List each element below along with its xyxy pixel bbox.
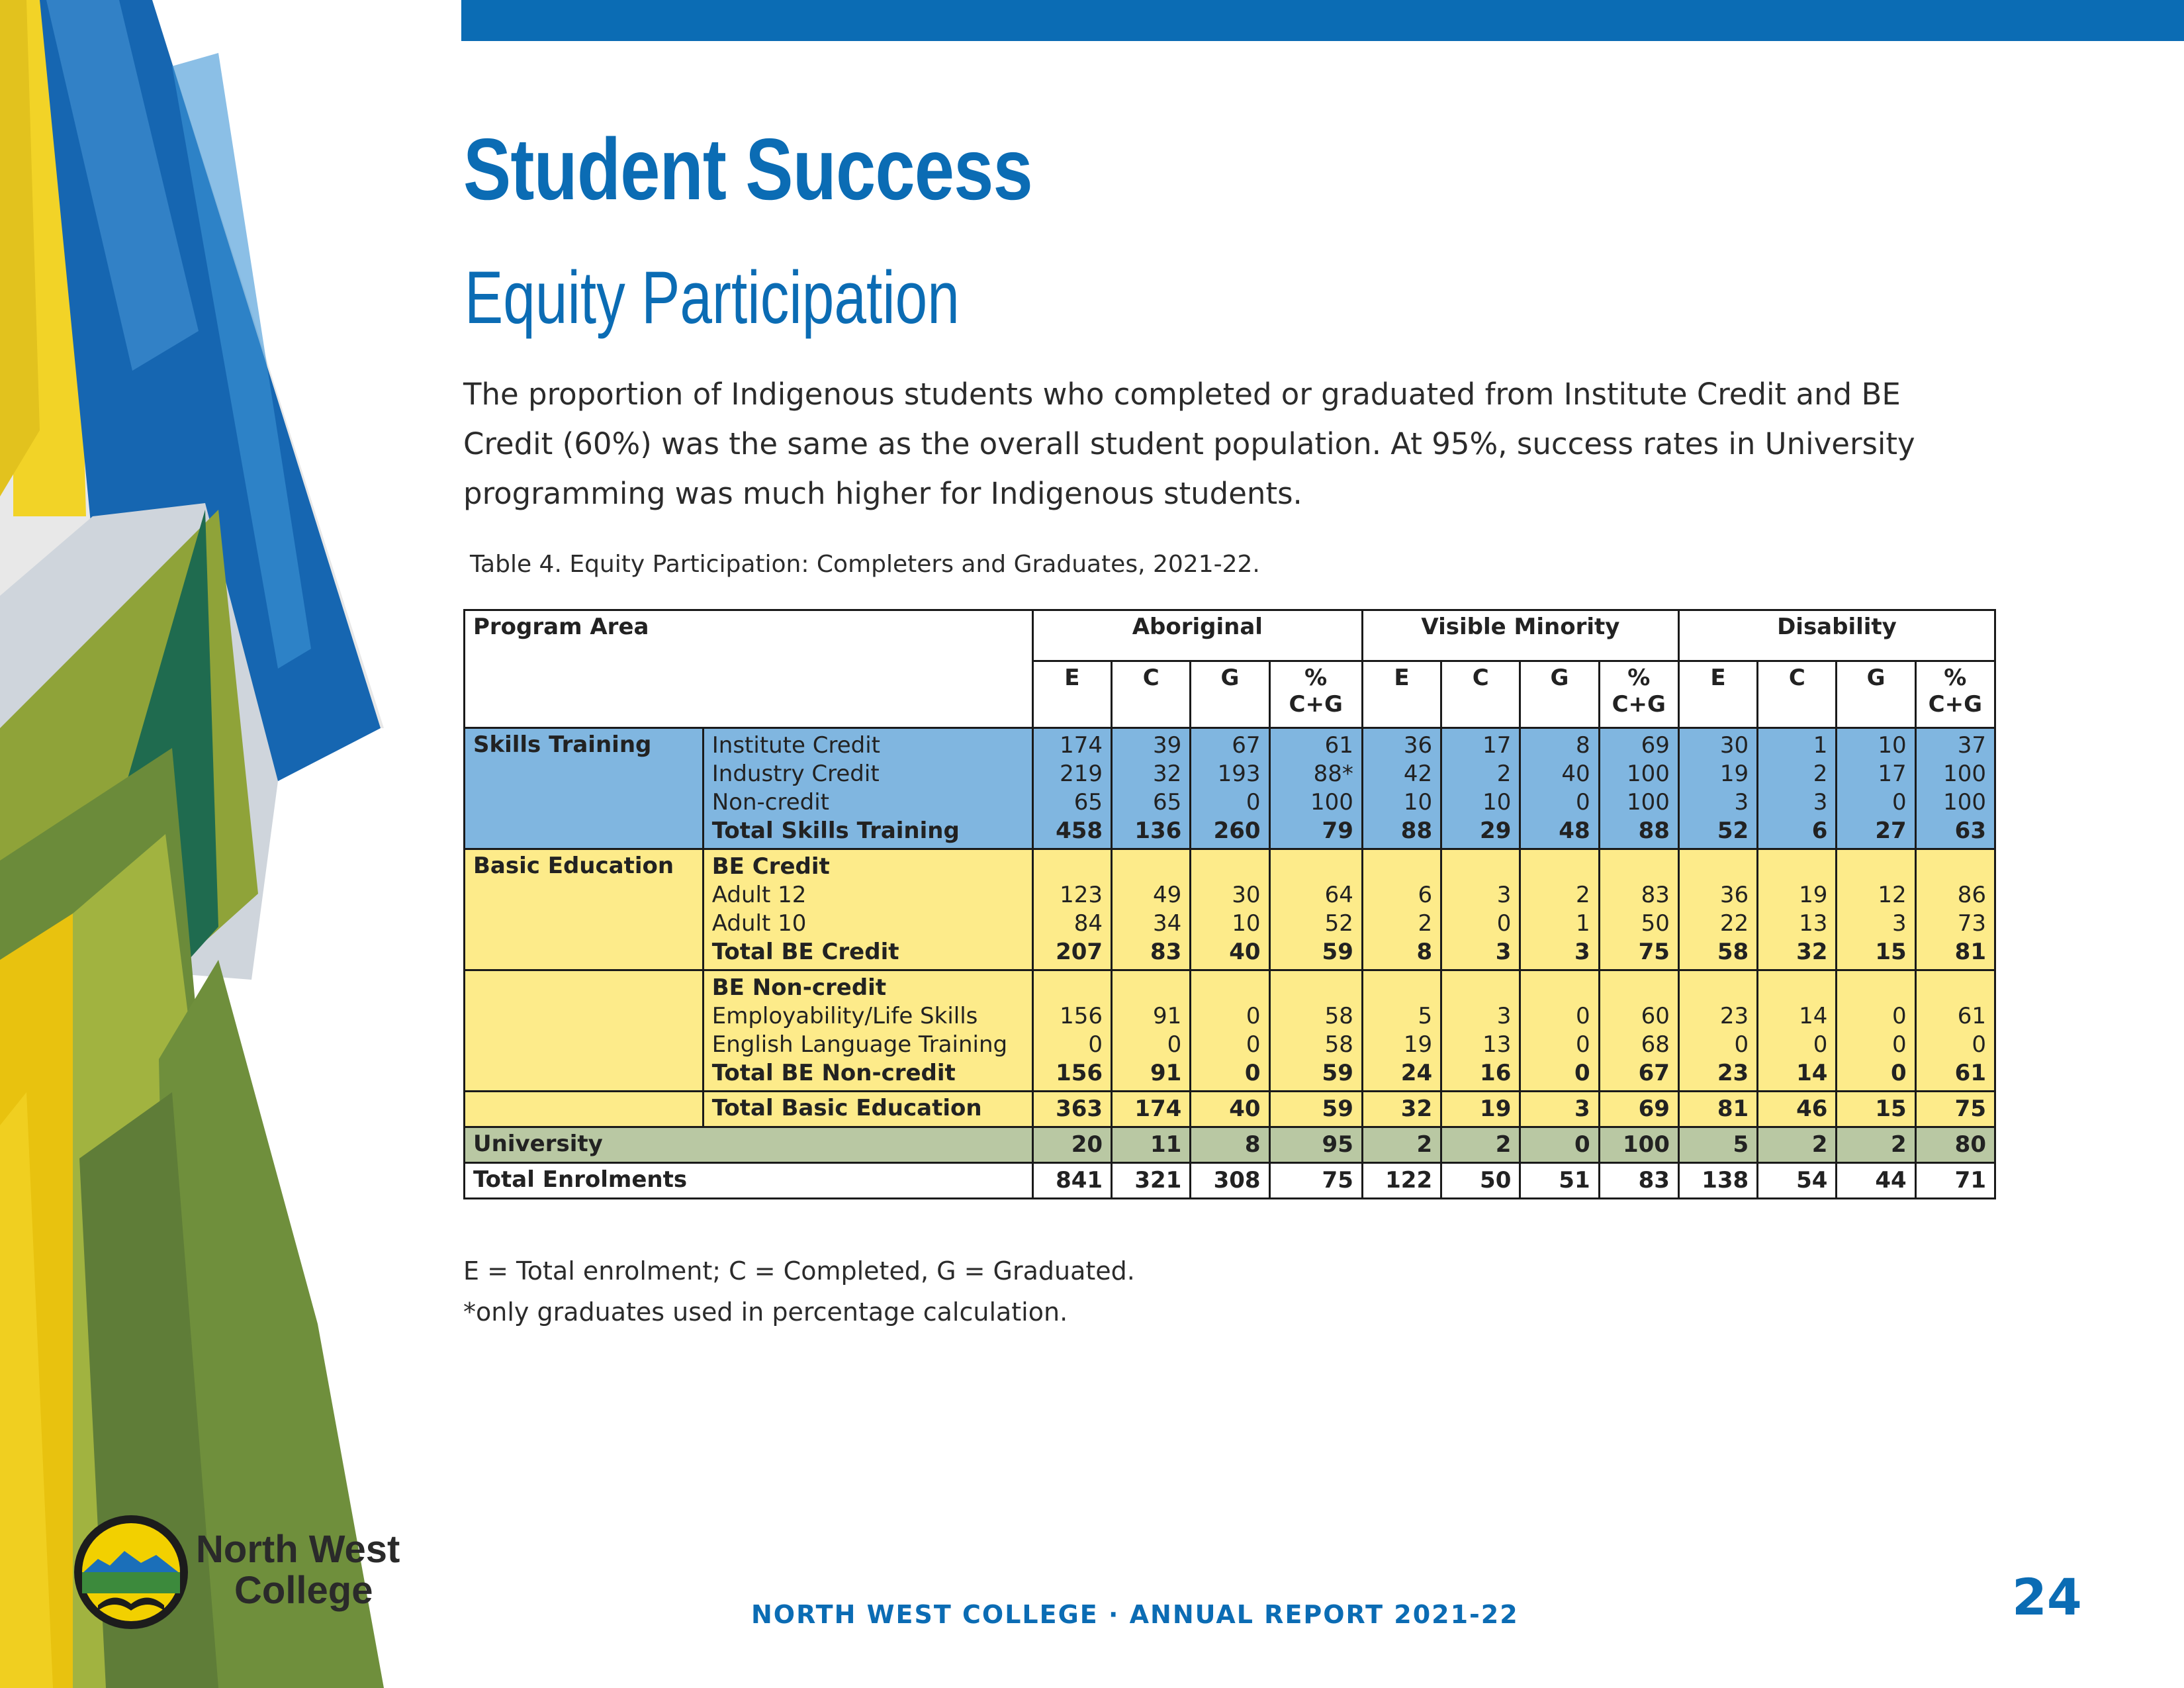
- subheader-g: G: [1837, 661, 1915, 728]
- value-cell: 40: [1191, 1092, 1269, 1127]
- value-cell: 81: [1678, 1092, 1757, 1127]
- value-cell: 12 3 15: [1837, 849, 1915, 970]
- value-cell: 2: [1362, 1127, 1441, 1163]
- value-cell: 58 58 59: [1269, 970, 1362, 1092]
- value-cell: 10 17 0 27: [1837, 728, 1915, 849]
- total-enrolments-row: [465, 1163, 1995, 1199]
- value-cell: 30 19 3 52: [1678, 728, 1757, 849]
- value-cell: 0 0 0: [1520, 970, 1599, 1092]
- value-cell: 0 0 0: [1191, 970, 1269, 1092]
- value-cell: 69: [1599, 1092, 1678, 1127]
- total-basic-education-row: [465, 1092, 1995, 1127]
- value-cell: 841: [1032, 1163, 1111, 1199]
- subheader-c: C: [1112, 661, 1191, 728]
- value-cell: 54: [1758, 1163, 1837, 1199]
- intro-paragraph: The proportion of Indigenous students who completed or graduated from Institute Credit and BE Credit (60%) was the same as the overall student population. At 95%, success rates in University programming was much higher for Indigenous students.: [463, 377, 1915, 511]
- legend-note: E = Total enrolment; C = Completed, G = Graduated.: [463, 1256, 1135, 1286]
- value-cell: 100: [1599, 1127, 1678, 1163]
- value-cell: 37 100 100 63: [1915, 728, 1995, 849]
- value-cell: 60 68 67: [1599, 970, 1678, 1092]
- value-cell: 2: [1837, 1127, 1915, 1163]
- subheader-pct: % C+G: [1599, 661, 1678, 728]
- subheader-pct: % C+G: [1269, 661, 1362, 728]
- page-title: Student Success: [463, 120, 1032, 218]
- be-credit-row: [465, 849, 1995, 970]
- equity-table: [463, 609, 1996, 1199]
- asterisk-note: *only graduates used in percentage calculation.: [463, 1297, 1068, 1327]
- area-basic-education: Basic Education: [465, 849, 704, 970]
- area-skills-training: Skills Training: [465, 728, 704, 849]
- value-cell: 19 13 32: [1758, 849, 1837, 970]
- value-cell: 32: [1362, 1092, 1441, 1127]
- total-enrolments-label: Total Enrolments: [465, 1163, 1033, 1199]
- value-cell: 174: [1112, 1092, 1191, 1127]
- value-cell: 61 88* 100 79: [1269, 728, 1362, 849]
- value-cell: 69 100 100 88: [1599, 728, 1678, 849]
- value-cell: 19: [1441, 1092, 1520, 1127]
- value-cell: 83: [1599, 1163, 1678, 1199]
- value-cell: 3: [1520, 1092, 1599, 1127]
- table-caption: Table 4. Equity Participation: Completers and Graduates, 2021-22.: [470, 551, 1260, 578]
- subheader-g: G: [1191, 661, 1269, 728]
- subheader-c: C: [1758, 661, 1837, 728]
- subheader-c: C: [1441, 661, 1520, 728]
- value-cell: 44: [1837, 1163, 1915, 1199]
- value-cell: 122: [1362, 1163, 1441, 1199]
- college-logo-text: North West College: [196, 1528, 400, 1612]
- value-cell: 123 84 207: [1032, 849, 1111, 970]
- section-subtitle: Equity Participation: [465, 256, 960, 339]
- value-cell: 75: [1915, 1092, 1995, 1127]
- value-cell: 156 0 156: [1032, 970, 1111, 1092]
- college-logo-icon: [71, 1513, 191, 1632]
- value-cell: 49 34 83: [1112, 849, 1191, 970]
- value-cell: 36 42 10 88: [1362, 728, 1441, 849]
- value-cell: 2: [1441, 1127, 1520, 1163]
- university-row: [465, 1127, 1995, 1163]
- value-cell: 64 52 59: [1269, 849, 1362, 970]
- area-empty: [465, 970, 704, 1092]
- value-cell: 39 32 65 136: [1112, 728, 1191, 849]
- value-cell: 174 219 65 458: [1032, 728, 1111, 849]
- value-cell: 23 0 23: [1678, 970, 1757, 1092]
- header-aboriginal: Aboriginal: [1032, 610, 1362, 661]
- value-cell: 308: [1191, 1163, 1269, 1199]
- value-cell: 80: [1915, 1127, 1995, 1163]
- subheader-e: E: [1678, 661, 1757, 728]
- value-cell: 71: [1915, 1163, 1995, 1199]
- value-cell: 30 10 40: [1191, 849, 1269, 970]
- top-accent-bar: [461, 0, 2184, 41]
- value-cell: 8 40 0 48: [1520, 728, 1599, 849]
- value-cell: 20: [1032, 1127, 1111, 1163]
- university-label: University: [465, 1127, 1033, 1163]
- value-cell: 36 22 58: [1678, 849, 1757, 970]
- value-cell: 6 2 8: [1362, 849, 1441, 970]
- value-cell: 17 2 10 29: [1441, 728, 1520, 849]
- subheader-e: E: [1362, 661, 1441, 728]
- value-cell: 3 0 3: [1441, 849, 1520, 970]
- value-cell: 0 0 0: [1837, 970, 1915, 1092]
- value-cell: 46: [1758, 1092, 1837, 1127]
- subheader-pct: % C+G: [1915, 661, 1995, 728]
- be-noncredit-labels: BE Non-credit Employability/Life Skills English Language Training Total BE Non-credit: [703, 970, 1032, 1092]
- subheader-e: E: [1032, 661, 1111, 728]
- value-cell: 67 193 0 260: [1191, 728, 1269, 849]
- value-cell: 5: [1678, 1127, 1757, 1163]
- total-basic-label: Total Basic Education: [703, 1092, 1032, 1127]
- value-cell: 321: [1112, 1163, 1191, 1199]
- value-cell: 83 50 75: [1599, 849, 1678, 970]
- decorative-banner: [0, 0, 463, 1688]
- value-cell: 2: [1758, 1127, 1837, 1163]
- header-program-area: Program Area: [465, 610, 1033, 728]
- be-noncredit-row: [465, 970, 1995, 1092]
- value-cell: 59: [1269, 1092, 1362, 1127]
- value-cell: 11: [1112, 1127, 1191, 1163]
- value-cell: 14 0 14: [1758, 970, 1837, 1092]
- header-visible-minority: Visible Minority: [1362, 610, 1678, 661]
- value-cell: 0: [1520, 1127, 1599, 1163]
- skills-program-labels: Institute Credit Industry Credit Non-credit Total Skills Training: [703, 728, 1032, 849]
- value-cell: 75: [1269, 1163, 1362, 1199]
- area-empty: [465, 1092, 704, 1127]
- value-cell: 2 1 3: [1520, 849, 1599, 970]
- page-number: 24: [2012, 1568, 2082, 1626]
- value-cell: 8: [1191, 1127, 1269, 1163]
- value-cell: 95: [1269, 1127, 1362, 1163]
- header-disability: Disability: [1678, 610, 1995, 661]
- value-cell: 91 0 91: [1112, 970, 1191, 1092]
- value-cell: 138: [1678, 1163, 1757, 1199]
- value-cell: 363: [1032, 1092, 1111, 1127]
- value-cell: 3 13 16: [1441, 970, 1520, 1092]
- be-credit-labels: BE Credit Adult 12 Adult 10 Total BE Credit: [703, 849, 1032, 970]
- subheader-g: G: [1520, 661, 1599, 728]
- value-cell: 50: [1441, 1163, 1520, 1199]
- value-cell: 5 19 24: [1362, 970, 1441, 1092]
- value-cell: 51: [1520, 1163, 1599, 1199]
- value-cell: 15: [1837, 1092, 1915, 1127]
- skills-training-row: [465, 728, 1995, 849]
- value-cell: 86 73 81: [1915, 849, 1995, 970]
- value-cell: 1 2 3 6: [1758, 728, 1837, 849]
- footer-text: NORTH WEST COLLEGE · ANNUAL REPORT 2021-22: [751, 1600, 1519, 1629]
- value-cell: 61 0 61: [1915, 970, 1995, 1092]
